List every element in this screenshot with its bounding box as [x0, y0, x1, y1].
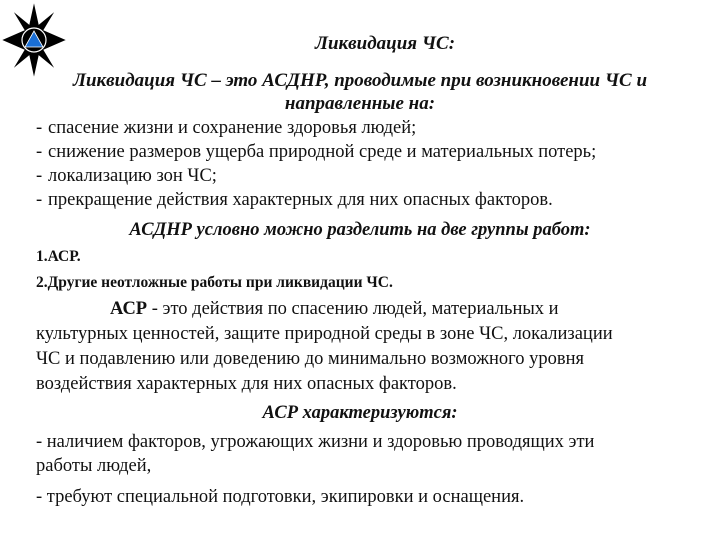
aim-text: локализацию зон ЧС; — [48, 166, 217, 186]
aim-item — [36, 119, 720, 138]
asr-characteristic-1-line-2: работы людей, — [36, 456, 152, 476]
aim-bullet: - — [36, 166, 43, 186]
asr-characteristic-1-line-1: - наличием факторов, угрожающих жизни и здоровью проводящих эти — [36, 432, 595, 452]
aim-bullet: - — [36, 142, 43, 162]
aim-bullet: - — [36, 190, 43, 210]
definition-line-2: направленные на: — [284, 93, 436, 114]
groups-heading: АСДНР условно можно разделить на две группы работ: — [129, 220, 591, 240]
group-item-asr: 1.АСР. — [36, 248, 81, 265]
aim-text: снижение размеров ущерба природной среде и материальных потерь; — [48, 142, 597, 162]
aim-bullet: - — [36, 118, 43, 138]
asr-definition-text: - это действия по спасению людей, материальных и — [147, 299, 559, 319]
definition-line-1: Ликвидация ЧС – это АСДНР, проводимые при возникновении ЧС и — [72, 70, 648, 91]
group-item-other-works: 2.Другие неотложные работы при ликвидации ЧС. — [36, 274, 393, 291]
aim-item — [36, 191, 720, 210]
asr-term: АСР — [110, 299, 148, 319]
aim-text: прекращение действия характерных для них опасных факторов. — [48, 190, 553, 210]
asr-definition-line-3: ЧС и подавлению или доведению до минимально возможного уровня — [36, 349, 585, 369]
asr-definition-line-1 — [110, 300, 720, 319]
asr-characteristic-2: - требуют специальной подготовки, экипировки и оснащения. — [36, 487, 525, 507]
asr-definition-line-4: воздействия характерных для них опасных факторов. — [36, 374, 457, 394]
aim-text: спасение жизни и сохранение здоровья людей; — [48, 118, 417, 138]
aim-item — [36, 167, 720, 186]
aim-item — [36, 143, 720, 162]
asr-characteristics-heading: АСР характеризуются: — [262, 403, 458, 423]
page-title: Ликвидация ЧС: — [314, 33, 456, 54]
asr-definition-line-2: культурных ценностей, защите природной среды в зоне ЧС, локализации — [36, 324, 613, 344]
